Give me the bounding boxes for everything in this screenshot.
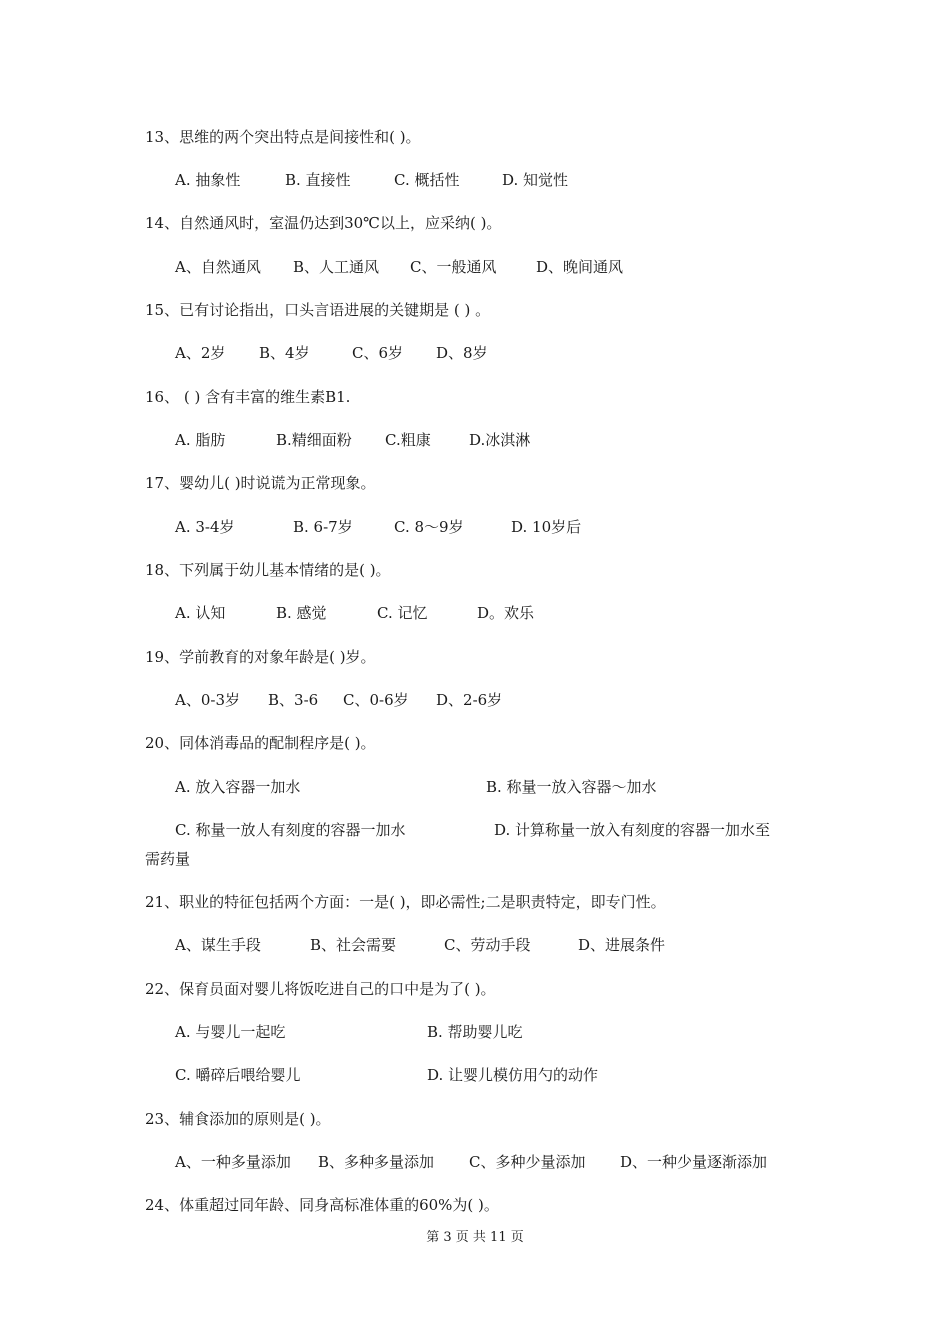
option-a: A. 与婴儿一起吃 — [175, 1023, 286, 1041]
option-d: D、晚间通风 — [536, 258, 624, 276]
option-c: C、一般通风 — [410, 258, 497, 276]
option-a: A、0-3岁 — [175, 691, 240, 709]
question-21: 21、职业的特征包括两个方面：一是( )，即必需性;二是职责特定，即专门性。 — [145, 893, 666, 911]
option-a: A、2岁 — [175, 344, 226, 362]
option-b: B、多种多量添加 — [318, 1153, 435, 1171]
option-b: B.精细面粉 — [276, 431, 352, 449]
question-13: 13、思维的两个突出特点是间接性和( )。 — [145, 128, 421, 146]
option-d: D、8岁 — [436, 344, 488, 362]
option-b: B、社会需要 — [310, 936, 397, 954]
option-a: A、一种多量添加 — [175, 1153, 291, 1171]
option-d: D。欢乐 — [477, 604, 535, 622]
option-a: A. 抽象性 — [175, 171, 241, 189]
question-14: 14、自然通风时，室温仍达到30℃以上，应采纳( )。 — [145, 214, 502, 232]
option-a: A. 认知 — [175, 604, 226, 622]
option-c: C、6岁 — [352, 344, 404, 362]
option-b: B、4岁 — [259, 344, 310, 362]
question-14-options — [0, 257, 950, 277]
option-c: C. 概括性 — [394, 171, 460, 189]
option-b: B、3-6 — [268, 691, 319, 709]
question-16: 16、 ( ) 含有丰富的维生素B1. — [145, 388, 351, 406]
question-20-options-row2 — [0, 820, 950, 840]
option-d: D.冰淇淋 — [469, 431, 531, 449]
option-d-continued: 需药量 — [145, 850, 191, 868]
question-17: 17、婴幼儿( )时说谎为正常现象。 — [145, 474, 376, 492]
question-23-options — [0, 1152, 950, 1172]
option-c: C、0-6岁 — [343, 691, 409, 709]
page-footer: 第 3 页 共 11 页 — [426, 1230, 524, 1245]
option-d: D. 计算称量一放入有刻度的容器一加水至 — [494, 821, 771, 839]
question-16-options — [0, 430, 950, 450]
option-a: A. 脂肪 — [175, 431, 226, 449]
option-d: D、2-6岁 — [436, 691, 503, 709]
question-18-options — [0, 603, 950, 623]
question-13-options — [0, 170, 950, 190]
option-c: C. 记忆 — [377, 604, 428, 622]
option-d: D. 知觉性 — [502, 171, 569, 189]
option-c: C. 称量一放人有刻度的容器一加水 — [175, 821, 406, 839]
question-20: 20、同体消毒品的配制程序是( )。 — [145, 734, 376, 752]
question-15-options — [0, 343, 950, 363]
option-d: D. 10岁后 — [511, 518, 582, 536]
question-22-options-row2 — [0, 1065, 950, 1085]
question-18: 18、下列属于幼儿基本情绪的是( )。 — [145, 561, 391, 579]
question-15: 15、已有讨论指出，口头言语进展的关键期是 ( ) 。 — [145, 301, 491, 319]
option-c: C、劳动手段 — [444, 936, 531, 954]
question-22: 22、保育员面对婴儿将饭吃进自己的口中是为了( )。 — [145, 980, 496, 998]
option-d: D. 让婴儿模仿用勺的动作 — [427, 1066, 599, 1084]
question-17-options — [0, 517, 950, 537]
option-d: D、一种少量逐渐添加 — [620, 1153, 768, 1171]
option-c: C.粗康 — [385, 431, 431, 449]
option-a: A. 3-4岁 — [175, 518, 235, 536]
question-22-options-row1 — [0, 1022, 950, 1042]
option-c: C、多种少量添加 — [469, 1153, 586, 1171]
option-a: A. 放入容器一加水 — [175, 778, 301, 796]
question-24: 24、体重超过同年龄、同身高标准体重的60%为( )。 — [145, 1196, 499, 1214]
option-c: C. 嚼碎后喂给婴儿 — [175, 1066, 301, 1084]
question-20-options-row1 — [0, 777, 950, 797]
option-b: B. 直接性 — [285, 171, 351, 189]
option-d: D、进展条件 — [578, 936, 666, 954]
question-19: 19、学前教育的对象年龄是( )岁。 — [145, 648, 376, 666]
option-b: B. 帮助婴儿吃 — [427, 1023, 523, 1041]
option-b: B. 称量一放入容器～加水 — [486, 778, 657, 796]
question-19-options — [0, 690, 950, 710]
option-b: B、人工通风 — [293, 258, 380, 276]
question-23: 23、辅食添加的原则是( )。 — [145, 1110, 331, 1128]
option-c: C. 8～9岁 — [394, 518, 464, 536]
option-a: A、谋生手段 — [175, 936, 261, 954]
option-a: A、自然通风 — [175, 258, 261, 276]
question-21-options — [0, 935, 950, 955]
option-b: B. 感觉 — [276, 604, 327, 622]
option-b: B. 6-7岁 — [293, 518, 353, 536]
